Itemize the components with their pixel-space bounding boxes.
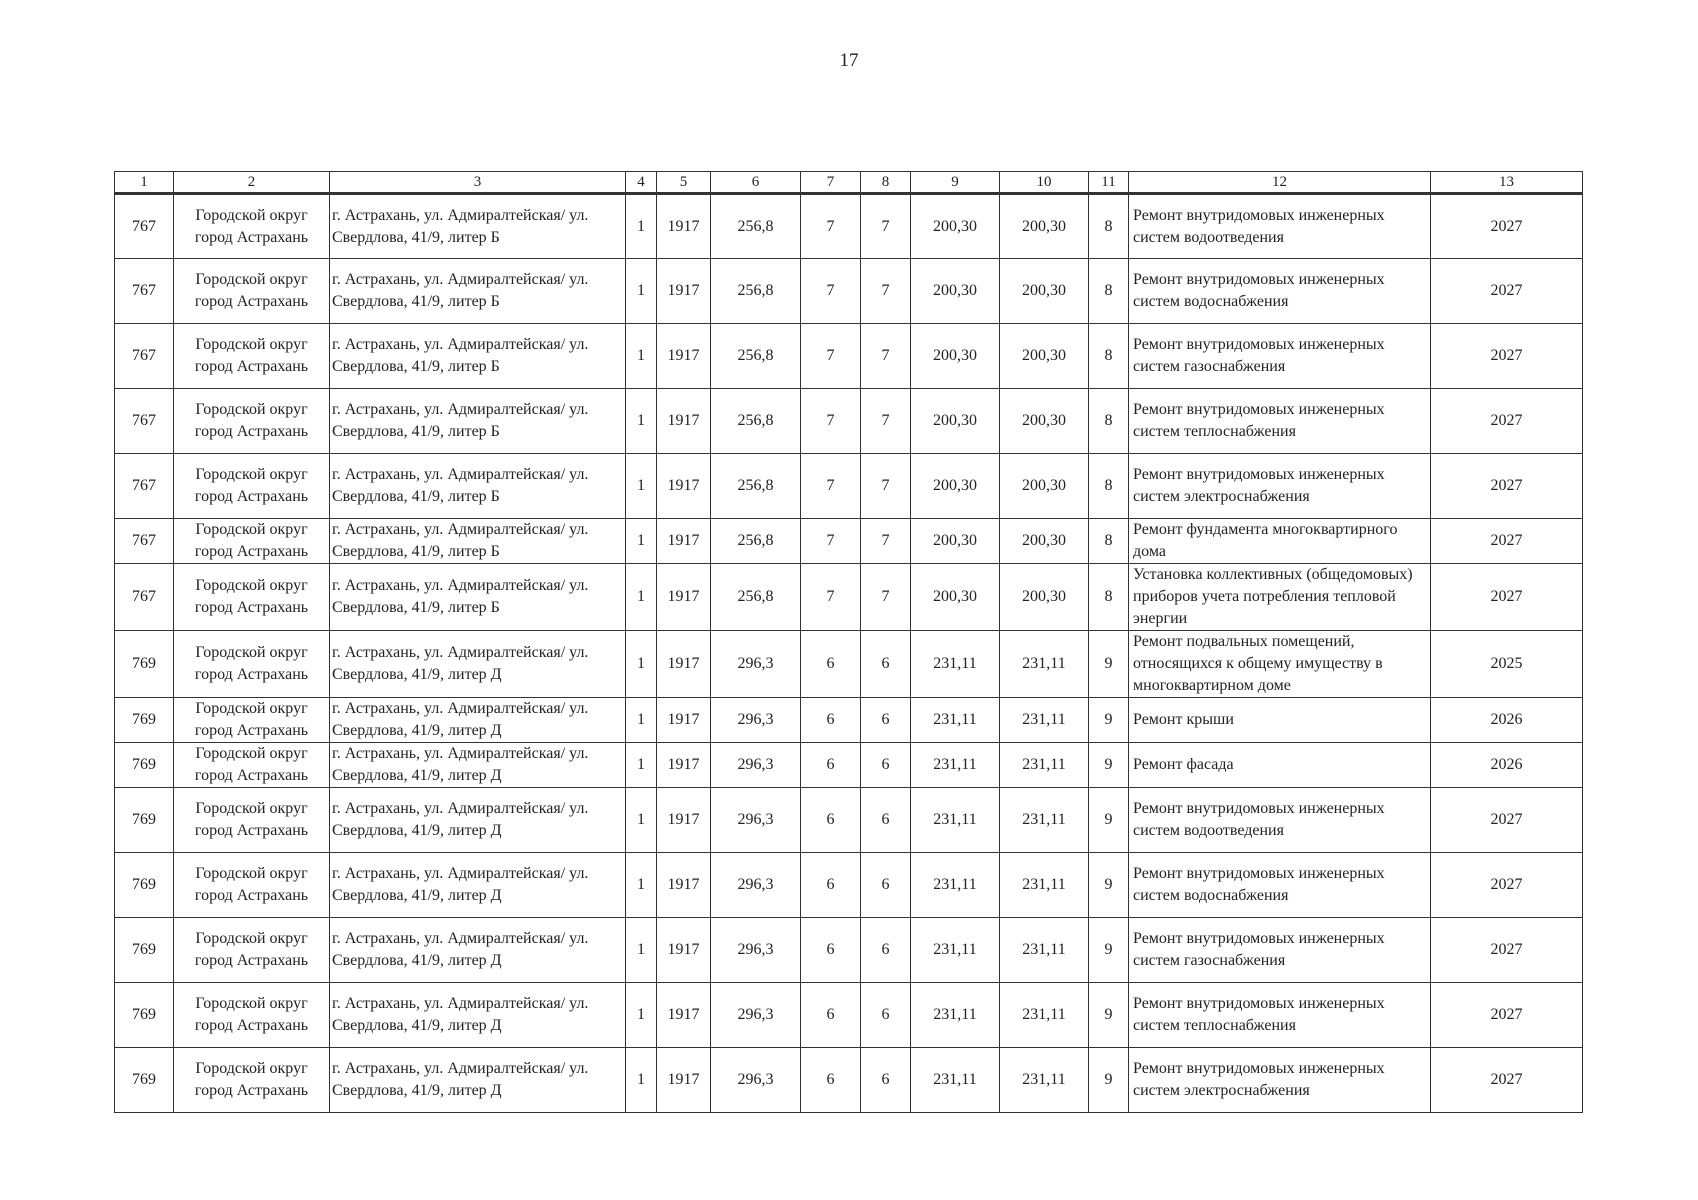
col6-cell: 296,3 — [711, 698, 801, 743]
work-type-cell: Ремонт крыши — [1129, 698, 1431, 743]
municipality-cell: Городской округ город Астрахань — [174, 631, 330, 698]
table-row — [115, 389, 1583, 454]
col6-cell: 256,8 — [711, 564, 801, 631]
col11-cell: 9 — [1089, 743, 1129, 788]
col8-cell: 7 — [861, 324, 911, 389]
year-built-cell: 1917 — [657, 454, 711, 519]
address-cell: г. Астрахань, ул. Адмиралтейская/ ул. Свердлова, 41/9, литер Д — [330, 918, 626, 983]
col10-cell: 231,11 — [1000, 788, 1089, 853]
address-cell: г. Астрахань, ул. Адмиралтейская/ ул. Свердлова, 41/9, литер Б — [330, 519, 626, 564]
col11-cell: 9 — [1089, 631, 1129, 698]
column-header: 9 — [911, 172, 1000, 194]
col7-cell: 7 — [801, 389, 861, 454]
table-row — [115, 259, 1583, 324]
col11-cell: 9 — [1089, 853, 1129, 918]
table-body — [115, 194, 1583, 1113]
planned-year-cell: 2027 — [1431, 389, 1583, 454]
col10-cell: 200,30 — [1000, 454, 1089, 519]
col9-cell: 231,11 — [911, 698, 1000, 743]
col9-cell: 200,30 — [911, 194, 1000, 259]
column-header: 6 — [711, 172, 801, 194]
col11-cell: 9 — [1089, 1048, 1129, 1113]
col6-cell: 296,3 — [711, 983, 801, 1048]
planned-year-cell: 2025 — [1431, 631, 1583, 698]
address-cell: г. Астрахань, ул. Адмиралтейская/ ул. Свердлова, 41/9, литер Д — [330, 1048, 626, 1113]
col4-cell: 1 — [626, 519, 657, 564]
col8-cell: 7 — [861, 564, 911, 631]
col9-cell: 200,30 — [911, 259, 1000, 324]
col9-cell: 231,11 — [911, 853, 1000, 918]
year-built-cell: 1917 — [657, 853, 711, 918]
col8-cell: 6 — [861, 1048, 911, 1113]
col11-cell: 8 — [1089, 519, 1129, 564]
address-cell: г. Астрахань, ул. Адмиралтейская/ ул. Свердлова, 41/9, литер Д — [330, 631, 626, 698]
col9-cell: 200,30 — [911, 324, 1000, 389]
year-built-cell: 1917 — [657, 918, 711, 983]
year-built-cell: 1917 — [657, 983, 711, 1048]
col6-cell: 296,3 — [711, 743, 801, 788]
year-built-cell: 1917 — [657, 194, 711, 259]
row-number-cell: 769 — [115, 918, 174, 983]
table-row — [115, 983, 1583, 1048]
col4-cell: 1 — [626, 788, 657, 853]
municipality-cell: Городской округ город Астрахань — [174, 564, 330, 631]
row-number-cell: 769 — [115, 983, 174, 1048]
municipality-cell: Городской округ город Астрахань — [174, 259, 330, 324]
planned-year-cell: 2027 — [1431, 788, 1583, 853]
column-header: 10 — [1000, 172, 1089, 194]
row-number-cell: 769 — [115, 698, 174, 743]
col8-cell: 7 — [861, 454, 911, 519]
work-type-cell: Ремонт внутридомовых инженерных систем теплоснабжения — [1129, 389, 1431, 454]
col7-cell: 6 — [801, 631, 861, 698]
col8-cell: 6 — [861, 853, 911, 918]
table-row — [115, 519, 1583, 564]
column-header: 12 — [1129, 172, 1431, 194]
year-built-cell: 1917 — [657, 743, 711, 788]
col11-cell: 8 — [1089, 259, 1129, 324]
col8-cell: 7 — [861, 259, 911, 324]
row-number-cell: 767 — [115, 519, 174, 564]
planned-year-cell: 2027 — [1431, 519, 1583, 564]
col11-cell: 8 — [1089, 324, 1129, 389]
table-row — [115, 631, 1583, 698]
col10-cell: 200,30 — [1000, 194, 1089, 259]
address-cell: г. Астрахань, ул. Адмиралтейская/ ул. Свердлова, 41/9, литер Д — [330, 698, 626, 743]
table-row — [115, 194, 1583, 259]
planned-year-cell: 2027 — [1431, 259, 1583, 324]
row-number-cell: 769 — [115, 743, 174, 788]
col11-cell: 9 — [1089, 918, 1129, 983]
col8-cell: 7 — [861, 519, 911, 564]
row-number-cell: 767 — [115, 259, 174, 324]
address-cell: г. Астрахань, ул. Адмиралтейская/ ул. Свердлова, 41/9, литер Б — [330, 564, 626, 631]
col7-cell: 6 — [801, 1048, 861, 1113]
col10-cell: 200,30 — [1000, 564, 1089, 631]
table-row — [115, 853, 1583, 918]
col7-cell: 7 — [801, 194, 861, 259]
work-type-cell: Ремонт внутридомовых инженерных систем газоснабжения — [1129, 324, 1431, 389]
table-row — [115, 454, 1583, 519]
col6-cell: 256,8 — [711, 194, 801, 259]
row-number-cell: 767 — [115, 324, 174, 389]
table-row — [115, 918, 1583, 983]
col7-cell: 7 — [801, 454, 861, 519]
table-row — [115, 788, 1583, 853]
col9-cell: 231,11 — [911, 743, 1000, 788]
col4-cell: 1 — [626, 983, 657, 1048]
page-number: 17 — [839, 50, 859, 71]
column-header: 5 — [657, 172, 711, 194]
work-type-cell: Ремонт внутридомовых инженерных систем водоотведения — [1129, 194, 1431, 259]
planned-year-cell: 2027 — [1431, 454, 1583, 519]
col7-cell: 6 — [801, 788, 861, 853]
municipality-cell: Городской округ город Астрахань — [174, 1048, 330, 1113]
col9-cell: 231,11 — [911, 1048, 1000, 1113]
column-header: 1 — [115, 172, 174, 194]
col4-cell: 1 — [626, 1048, 657, 1113]
col9-cell: 200,30 — [911, 389, 1000, 454]
col9-cell: 200,30 — [911, 564, 1000, 631]
work-type-cell: Ремонт фундамента многоквартирного дома — [1129, 519, 1431, 564]
col8-cell: 6 — [861, 698, 911, 743]
col10-cell: 231,11 — [1000, 1048, 1089, 1113]
year-built-cell: 1917 — [657, 324, 711, 389]
address-cell: г. Астрахань, ул. Адмиралтейская/ ул. Свердлова, 41/9, литер Б — [330, 324, 626, 389]
col4-cell: 1 — [626, 698, 657, 743]
col10-cell: 200,30 — [1000, 389, 1089, 454]
municipality-cell: Городской округ город Астрахань — [174, 918, 330, 983]
col6-cell: 256,8 — [711, 324, 801, 389]
table-row — [115, 743, 1583, 788]
repair-program-table — [114, 171, 1583, 1113]
municipality-cell: Городской округ город Астрахань — [174, 788, 330, 853]
col6-cell: 256,8 — [711, 389, 801, 454]
col8-cell: 6 — [861, 743, 911, 788]
planned-year-cell: 2027 — [1431, 194, 1583, 259]
address-cell: г. Астрахань, ул. Адмиралтейская/ ул. Свердлова, 41/9, литер Д — [330, 743, 626, 788]
col7-cell: 7 — [801, 324, 861, 389]
address-cell: г. Астрахань, ул. Адмиралтейская/ ул. Свердлова, 41/9, литер Б — [330, 259, 626, 324]
col6-cell: 296,3 — [711, 1048, 801, 1113]
address-cell: г. Астрахань, ул. Адмиралтейская/ ул. Свердлова, 41/9, литер Б — [330, 454, 626, 519]
col10-cell: 231,11 — [1000, 983, 1089, 1048]
row-number-cell: 767 — [115, 389, 174, 454]
col6-cell: 296,3 — [711, 853, 801, 918]
col7-cell: 7 — [801, 519, 861, 564]
planned-year-cell: 2027 — [1431, 564, 1583, 631]
municipality-cell: Городской округ город Астрахань — [174, 519, 330, 564]
col4-cell: 1 — [626, 324, 657, 389]
column-header: 4 — [626, 172, 657, 194]
work-type-cell: Ремонт внутридомовых инженерных систем теплоснабжения — [1129, 983, 1431, 1048]
address-cell: г. Астрахань, ул. Адмиралтейская/ ул. Свердлова, 41/9, литер Д — [330, 983, 626, 1048]
municipality-cell: Городской округ город Астрахань — [174, 698, 330, 743]
column-header: 7 — [801, 172, 861, 194]
planned-year-cell: 2027 — [1431, 918, 1583, 983]
year-built-cell: 1917 — [657, 389, 711, 454]
work-type-cell: Ремонт фасада — [1129, 743, 1431, 788]
col4-cell: 1 — [626, 454, 657, 519]
col6-cell: 296,3 — [711, 631, 801, 698]
col10-cell: 231,11 — [1000, 918, 1089, 983]
col4-cell: 1 — [626, 631, 657, 698]
column-header: 13 — [1431, 172, 1583, 194]
col10-cell: 231,11 — [1000, 743, 1089, 788]
col4-cell: 1 — [626, 564, 657, 631]
table-row — [115, 324, 1583, 389]
col7-cell: 7 — [801, 259, 861, 324]
col9-cell: 200,30 — [911, 519, 1000, 564]
work-type-cell: Ремонт внутридомовых инженерных систем водоотведения — [1129, 788, 1431, 853]
row-number-cell: 769 — [115, 788, 174, 853]
table-row — [115, 1048, 1583, 1113]
col9-cell: 231,11 — [911, 788, 1000, 853]
row-number-cell: 769 — [115, 631, 174, 698]
col6-cell: 296,3 — [711, 918, 801, 983]
work-type-cell: Установка коллективных (общедомовых) приборов учета потребления тепловой энергии — [1129, 564, 1431, 631]
col9-cell: 200,30 — [911, 454, 1000, 519]
col8-cell: 6 — [861, 631, 911, 698]
row-number-cell: 769 — [115, 853, 174, 918]
column-number-row — [115, 172, 1583, 194]
col9-cell: 231,11 — [911, 983, 1000, 1048]
municipality-cell: Городской округ город Астрахань — [174, 194, 330, 259]
planned-year-cell: 2026 — [1431, 698, 1583, 743]
col9-cell: 231,11 — [911, 918, 1000, 983]
column-header: 3 — [330, 172, 626, 194]
col4-cell: 1 — [626, 259, 657, 324]
col8-cell: 6 — [861, 788, 911, 853]
year-built-cell: 1917 — [657, 788, 711, 853]
col8-cell: 6 — [861, 918, 911, 983]
col4-cell: 1 — [626, 194, 657, 259]
municipality-cell: Городской округ город Астрахань — [174, 743, 330, 788]
row-number-cell: 767 — [115, 454, 174, 519]
col4-cell: 1 — [626, 743, 657, 788]
table-row — [115, 698, 1583, 743]
col8-cell: 7 — [861, 389, 911, 454]
row-number-cell: 767 — [115, 194, 174, 259]
col4-cell: 1 — [626, 853, 657, 918]
year-built-cell: 1917 — [657, 519, 711, 564]
row-number-cell: 769 — [115, 1048, 174, 1113]
col10-cell: 200,30 — [1000, 259, 1089, 324]
column-header: 11 — [1089, 172, 1129, 194]
planned-year-cell: 2027 — [1431, 1048, 1583, 1113]
col7-cell: 6 — [801, 853, 861, 918]
col8-cell: 7 — [861, 194, 911, 259]
col6-cell: 296,3 — [711, 788, 801, 853]
work-type-cell: Ремонт внутридомовых инженерных систем водоснабжения — [1129, 853, 1431, 918]
year-built-cell: 1917 — [657, 564, 711, 631]
year-built-cell: 1917 — [657, 698, 711, 743]
work-type-cell: Ремонт внутридомовых инженерных систем водоснабжения — [1129, 259, 1431, 324]
col7-cell: 6 — [801, 743, 861, 788]
col10-cell: 200,30 — [1000, 324, 1089, 389]
col11-cell: 9 — [1089, 698, 1129, 743]
col11-cell: 9 — [1089, 983, 1129, 1048]
municipality-cell: Городской округ город Астрахань — [174, 454, 330, 519]
col7-cell: 6 — [801, 983, 861, 1048]
col11-cell: 8 — [1089, 454, 1129, 519]
column-header: 8 — [861, 172, 911, 194]
col11-cell: 9 — [1089, 788, 1129, 853]
col10-cell: 231,11 — [1000, 853, 1089, 918]
address-cell: г. Астрахань, ул. Адмиралтейская/ ул. Свердлова, 41/9, литер Д — [330, 788, 626, 853]
col9-cell: 231,11 — [911, 631, 1000, 698]
year-built-cell: 1917 — [657, 631, 711, 698]
col4-cell: 1 — [626, 389, 657, 454]
col8-cell: 6 — [861, 983, 911, 1048]
year-built-cell: 1917 — [657, 259, 711, 324]
municipality-cell: Городской округ город Астрахань — [174, 983, 330, 1048]
planned-year-cell: 2027 — [1431, 853, 1583, 918]
col6-cell: 256,8 — [711, 259, 801, 324]
municipality-cell: Городской округ город Астрахань — [174, 389, 330, 454]
col10-cell: 231,11 — [1000, 698, 1089, 743]
work-type-cell: Ремонт внутридомовых инженерных систем газоснабжения — [1129, 918, 1431, 983]
col7-cell: 7 — [801, 564, 861, 631]
col7-cell: 6 — [801, 698, 861, 743]
planned-year-cell: 2027 — [1431, 983, 1583, 1048]
col10-cell: 231,11 — [1000, 631, 1089, 698]
col11-cell: 8 — [1089, 564, 1129, 631]
row-number-cell: 767 — [115, 564, 174, 631]
municipality-cell: Городской округ город Астрахань — [174, 324, 330, 389]
work-type-cell: Ремонт внутридомовых инженерных систем электроснабжения — [1129, 454, 1431, 519]
col4-cell: 1 — [626, 918, 657, 983]
planned-year-cell: 2027 — [1431, 324, 1583, 389]
col10-cell: 200,30 — [1000, 519, 1089, 564]
planned-year-cell: 2026 — [1431, 743, 1583, 788]
col11-cell: 8 — [1089, 194, 1129, 259]
col11-cell: 8 — [1089, 389, 1129, 454]
column-header: 2 — [174, 172, 330, 194]
col7-cell: 6 — [801, 918, 861, 983]
work-type-cell: Ремонт внутридомовых инженерных систем электроснабжения — [1129, 1048, 1431, 1113]
col6-cell: 256,8 — [711, 519, 801, 564]
municipality-cell: Городской округ город Астрахань — [174, 853, 330, 918]
col6-cell: 256,8 — [711, 454, 801, 519]
address-cell: г. Астрахань, ул. Адмиралтейская/ ул. Свердлова, 41/9, литер Б — [330, 194, 626, 259]
address-cell: г. Астрахань, ул. Адмиралтейская/ ул. Свердлова, 41/9, литер Д — [330, 853, 626, 918]
address-cell: г. Астрахань, ул. Адмиралтейская/ ул. Свердлова, 41/9, литер Б — [330, 389, 626, 454]
year-built-cell: 1917 — [657, 1048, 711, 1113]
table-row — [115, 564, 1583, 631]
work-type-cell: Ремонт подвальных помещений, относящихся к общему имуществу в многоквартирном доме — [1129, 631, 1431, 698]
